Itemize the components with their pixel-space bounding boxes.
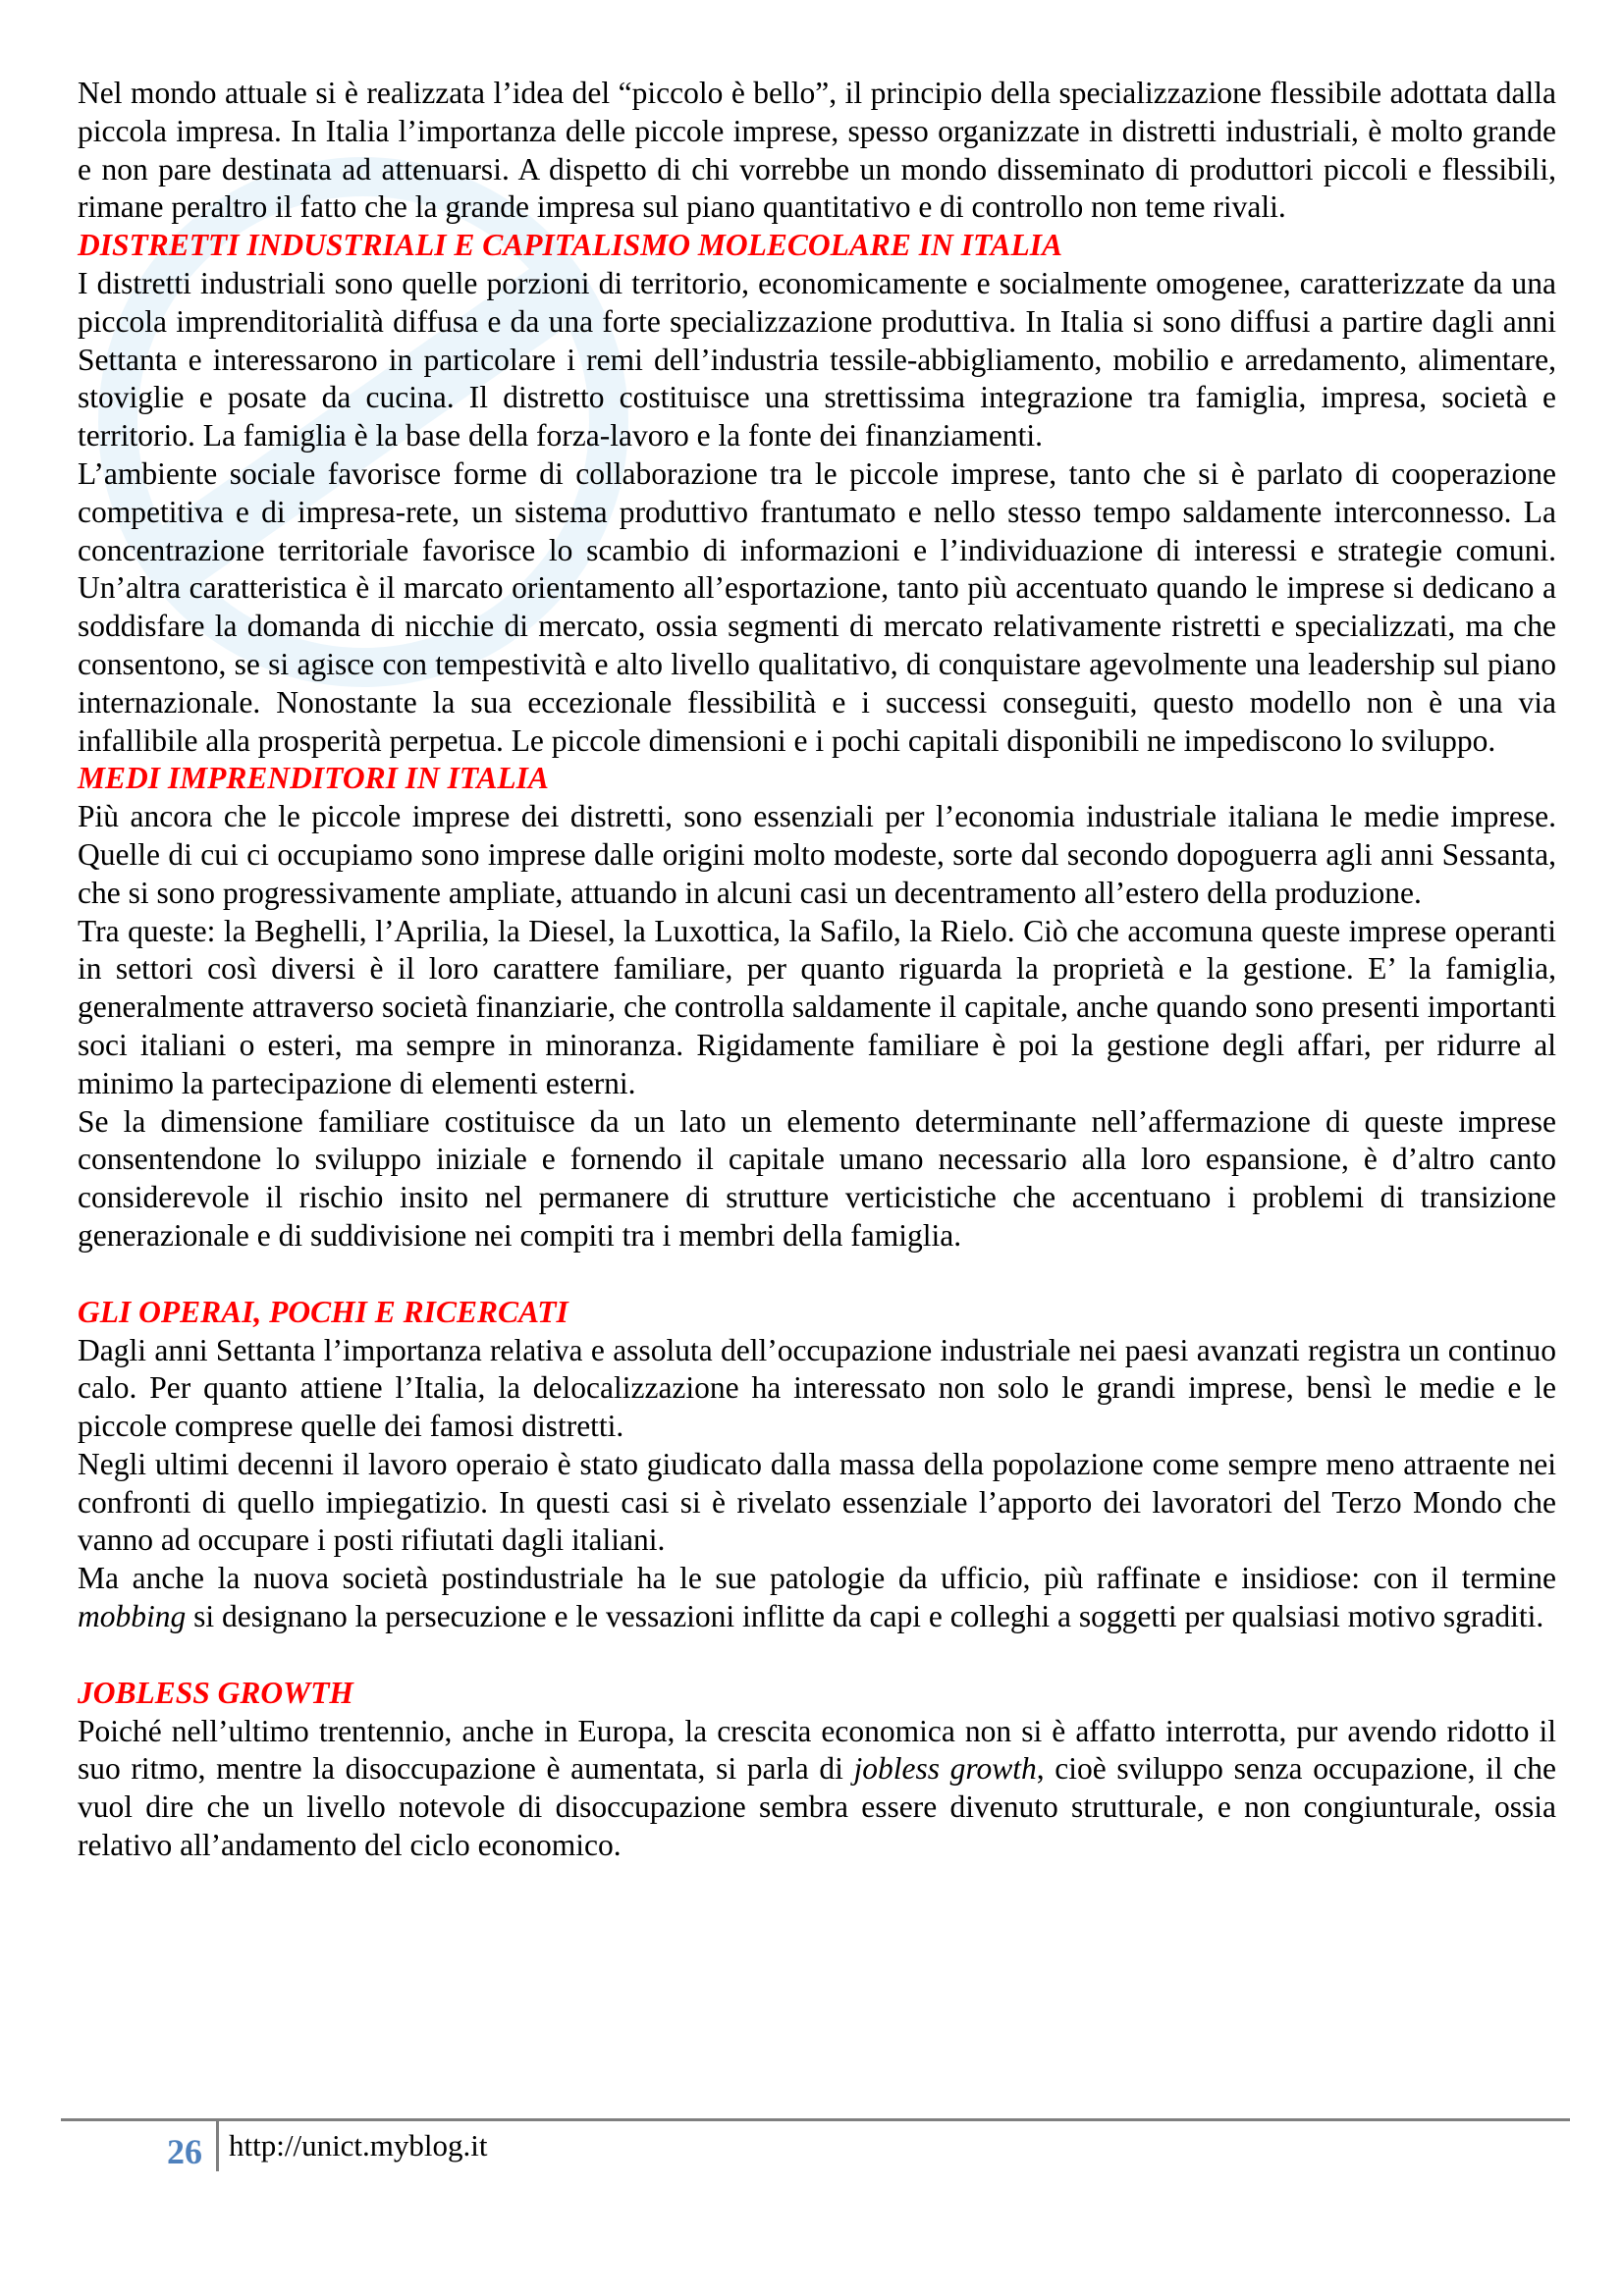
jobless-paragraph [78,1713,1556,1865]
heading-distretti-industriali: DISTRETTI INDUSTRIALI E CAPITALISMO MOLECOLARE IN ITALIA [78,228,1062,263]
heading-gli-operai: GLI OPERAI, POCHI E RICERCATI [78,1294,568,1329]
jobless-text-after: , cioè sviluppo senza occupazione, il che vuol dire che un livello notevole di disoccupazione sembra essere divenuto strutturale, e non congiunturale, ossia relativo all’andamento del ciclo economico. [78,1751,1556,1863]
operai-paragraph-3 [78,1560,1556,1636]
operai-paragraph-2: Negli ultimi decenni il lavoro operaio è stato giudicato dalla massa della popolazione come sempre meno attraente nei confronti di quello impiegatizio. In questi casi si è rivelato essenziale l’apporto dei lavoratori del Terzo Mondo che vanno ad occupare i posti rifiutati dagli italiani. [78,1446,1556,1558]
mobbing-text-after: si designano la persecuzione e le vessazioni inflitte da capi e colleghi a soggetti per qualsiasi motivo sgraditi. [186,1599,1544,1634]
heading-medi-imprenditori: MEDI IMPRENDITORI IN ITALIA [78,761,549,796]
jobless-growth-term: jobless growth [853,1751,1037,1787]
footer-divider [216,2120,219,2171]
distretti-paragraph-2: L’ambiente sociale favorisce forme di collaborazione tra le piccole imprese, tanto che si è parlato di cooperazione competitiva e di impresa-rete, un sistema produttivo frantumato e nello stesso tempo saldamente interconnesso. La concentrazione territoriale favorisce lo scambio di informazioni e l’individuazione di interessi e strategie comuni. Un’altra caratteristica è il marcato orientamento all’esportazione, tanto più accentuato quando le imprese si dedicano a soddisfare la domanda di nicchie di mercato, ossia segmenti di mercato relativamente ristretti e specializzati, ma che consentono, se si agisce con tempestività e alto livello qualitativo, di conquistare agevolmente una leadership sul piano internazionale. Nonostante la sua eccezionale flessibilità e i successi conseguiti, questo modello non è una via infallibile alla prosperità perpetua. Le piccole dimensioni e i pochi capitali disponibili ne impediscono lo sviluppo. [78,455,1556,758]
jobless-text-before: Poiché nell’ultimo trentennio, anche in Europa, la crescita economica non si è affatto interrotta, pur avendo ridotto il suo ritmo, mentre la disoccupazione è aumentata, si parla di [78,1713,1556,1787]
medi-paragraph-3: Se la dimensione familiare costituisce da un lato un elemento determinante nell’affermazione di queste imprese consentendone lo sviluppo iniziale e fornendo il capitale umano necessario alla loro espansione, è d’altro canto considerevole il rischio insito nel permanere di strutture verticistiche che accentuano i problemi di transizione generazionale e di suddivisione nei compiti tra i membri della famiglia. [78,1103,1556,1253]
page-number: 26 [167,2132,202,2171]
page-body [78,75,1556,1865]
medi-paragraph-1: Più ancora che le piccole imprese dei distretti, sono essenziali per l’economia industriale italiana le medie imprese. Quelle di cui ci occupiamo sono imprese dalle origini molto modeste, sorte dal secondo dopoguerra agli anni Sessanta, che si sono progressivamente ampliate, attuando in alcuni casi un decentramento all’estero della produzione. [78,799,1556,910]
distretti-paragraph-1: I distretti industriali sono quelle porzioni di territorio, economicamente e socialmente omogenee, caratterizzate da una piccola imprenditorialità diffusa e da una forte specializzazione produttiva. In Italia si sono diffusi a partire dagli anni Settanta e interessarono in particolare i remi dell’industria tessile-abbigliamento, mobilio e arredamento, alimentare, stoviglie e posate da cucina. Il distretto costituisce una strettissima integrazione tra famiglia, impresa, società e territorio. La famiglia è la base della forza-lavoro e la fonte dei finanziamenti. [78,265,1556,454]
heading-jobless-growth: JOBLESS GROWTH [78,1675,353,1710]
footer-rule [61,2118,1570,2121]
intro-paragraph: Nel mondo attuale si è realizzata l’idea del “piccolo è bello”, il principio della specializzazione flessibile adottata dalla piccola impresa. In Italia l’importanza delle piccole imprese, spesso organizzate in distretti industriali, è molto grande e non pare destinata ad attenuarsi. A dispetto di chi vorrebbe un mondo disseminato di produttori piccoli e flessibili, rimane peraltro il fatto che la grande impresa sul piano quantitativo e di controllo non teme rivali. [78,76,1556,225]
medi-paragraph-2: Tra queste: la Beghelli, l’Aprilia, la Diesel, la Luxottica, la Safilo, la Rielo. Ciò che accomuna queste imprese operanti in settori così diversi è il loro carattere familiare, per quanto riguarda la proprietà e la gestione. E’ la famiglia, generalmente attraverso società finanziarie, che controlla saldamente il capitale, anche quando sono presenti importanti soci italiani o esteri, ma sempre in minoranza. Rigidamente familiare è poi la gestione degli affari, per ridurre al minimo la partecipazione di elementi esterni. [78,913,1556,1100]
operai-paragraph-1: Dagli anni Settanta l’importanza relativa e assoluta dell’occupazione industriale nei paesi avanzati registra un continuo calo. Per quanto attiene l’Italia, la delocalizzazione ha interessato non solo le grandi imprese, bensì le medie e le piccole comprese quelle dei famosi distretti. [78,1332,1556,1444]
mobbing-term: mobbing [78,1599,187,1634]
mobbing-text-before: Ma anche la nuova società postindustriale ha le sue patologie da ufficio, più raffinate e insidiose: con il termine [78,1561,1556,1596]
footer-url-link[interactable]: http://unict.myblog.it [229,2128,488,2163]
